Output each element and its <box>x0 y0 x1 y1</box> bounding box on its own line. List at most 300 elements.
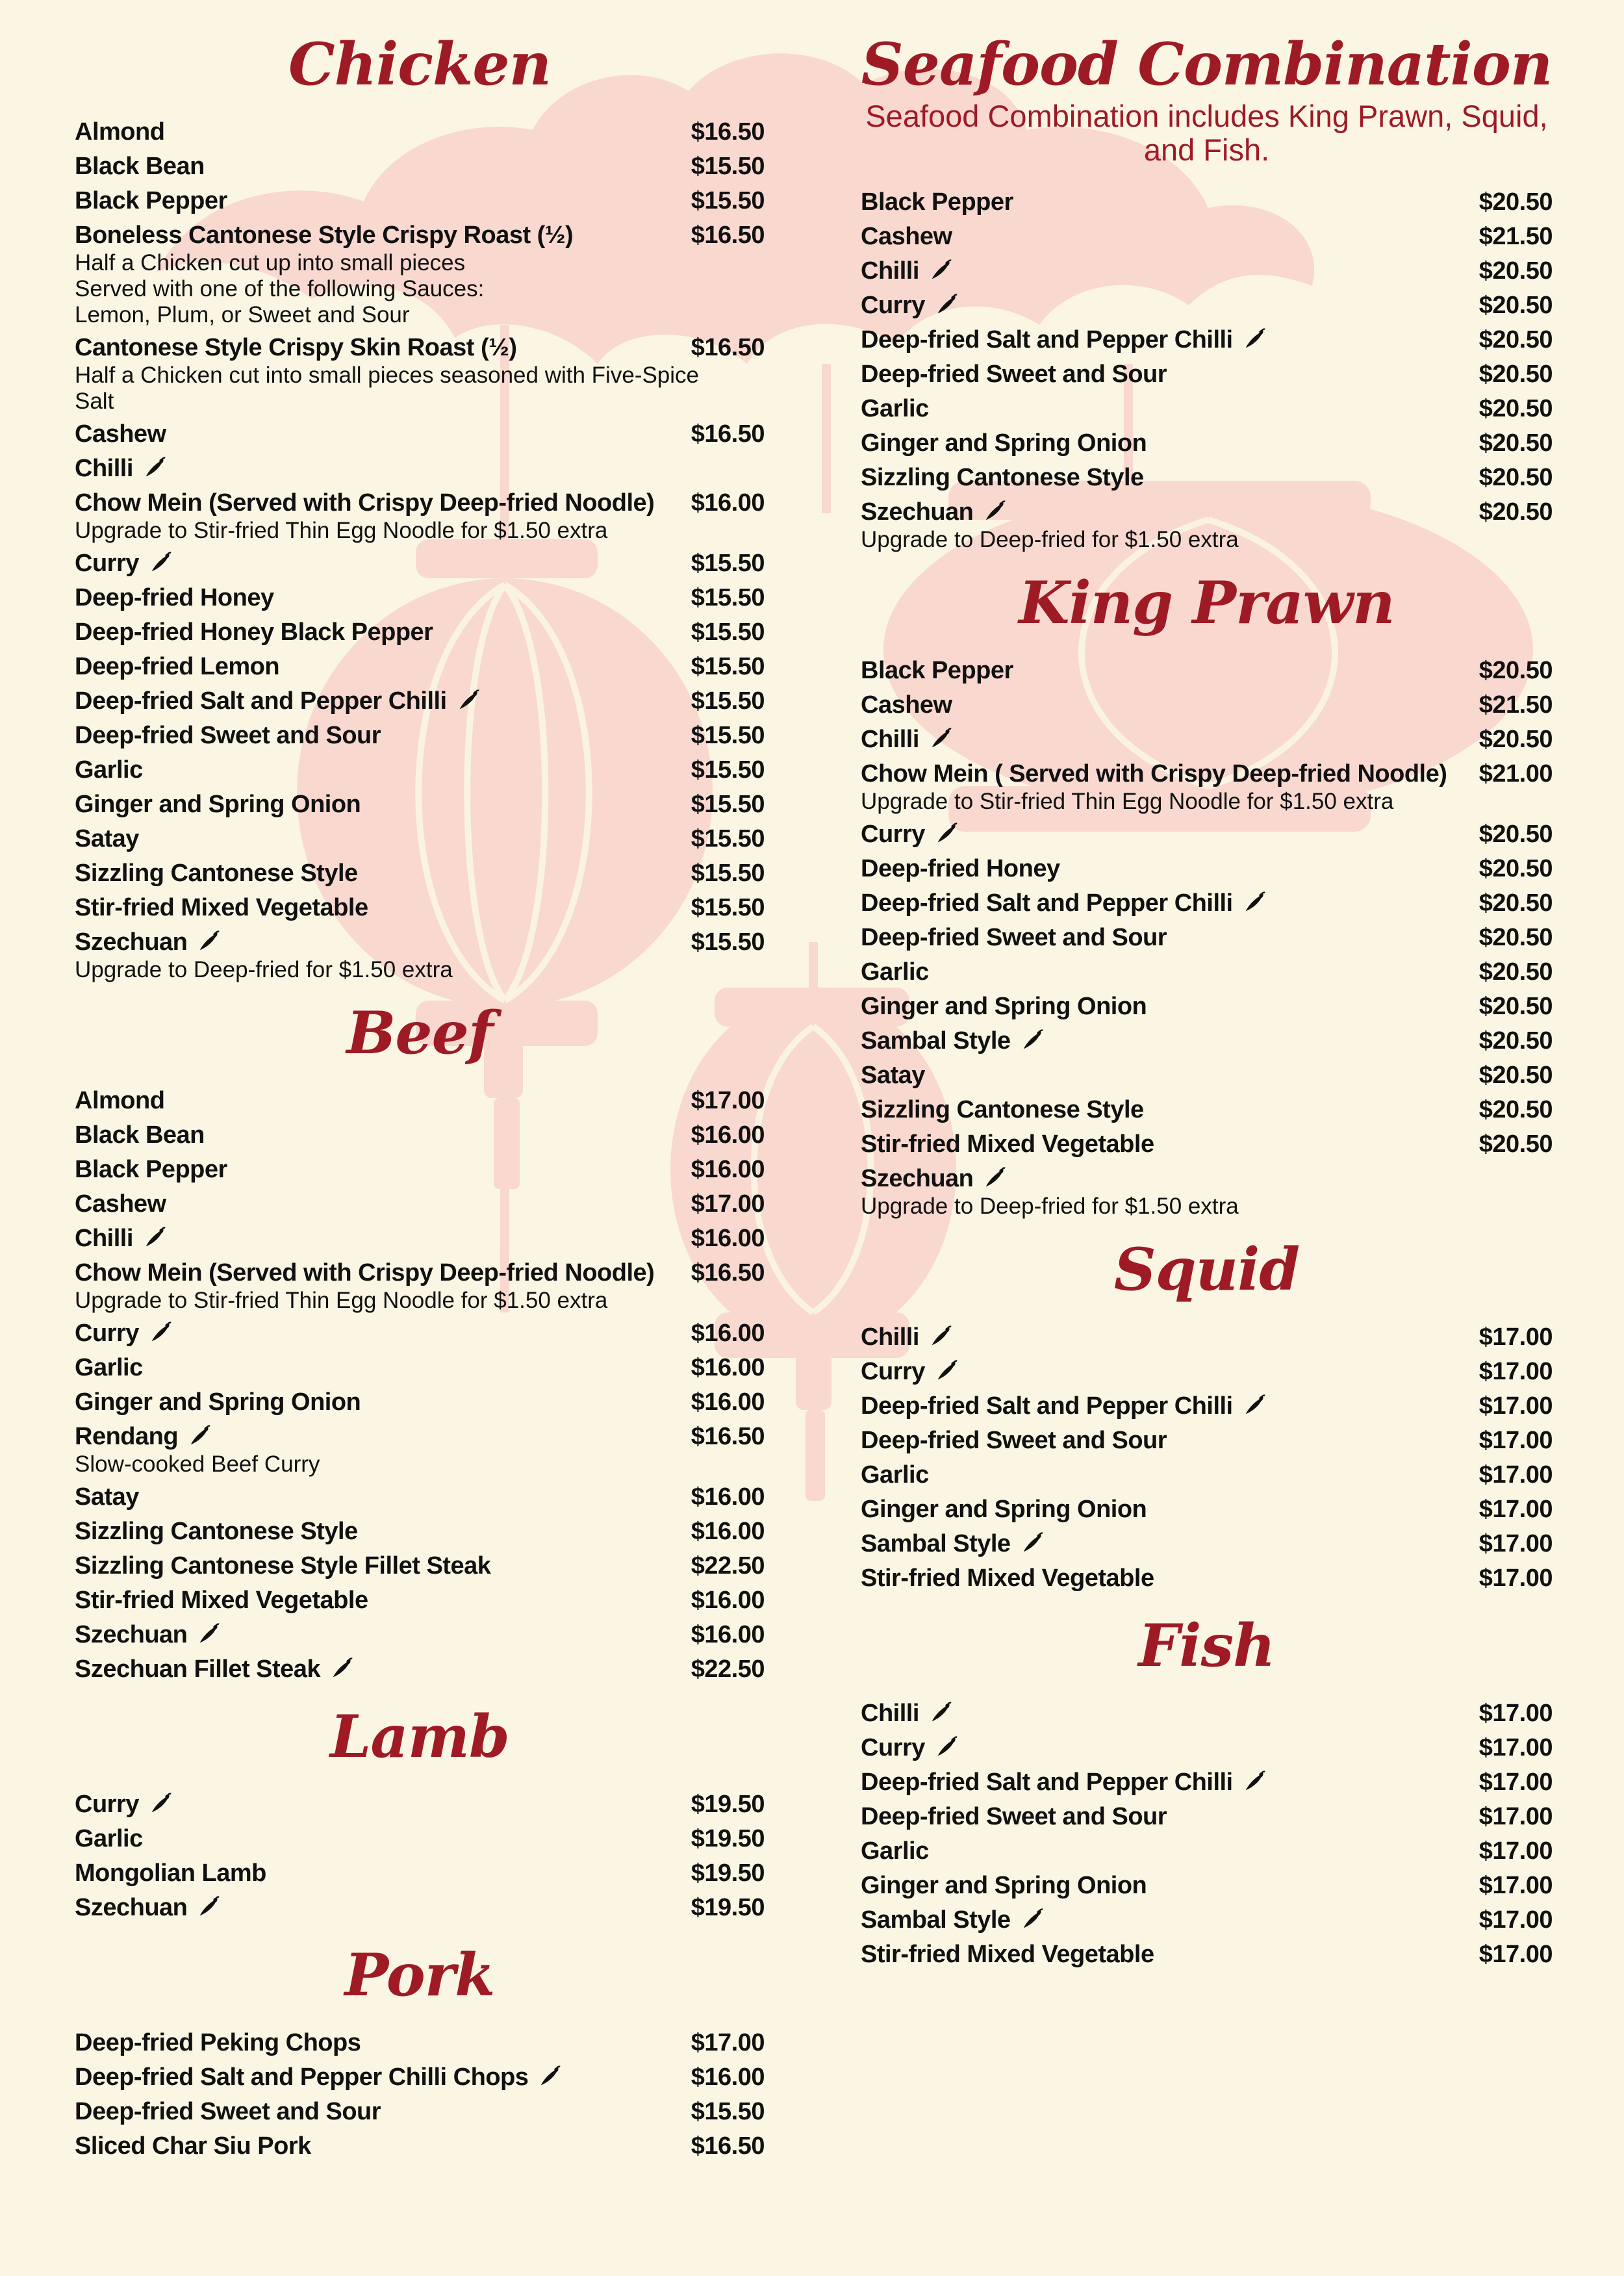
menu-item-name: Deep-fried Salt and Pepper Chilli <box>861 889 1233 917</box>
menu-item-list <box>861 1696 1553 1972</box>
menu-item-row <box>75 1652 765 1687</box>
chili-icon <box>934 1359 959 1383</box>
menu-item-name: Chilli <box>75 1225 133 1252</box>
menu-item-name-wrap <box>75 1420 212 1454</box>
chili-icon <box>1242 890 1267 915</box>
menu-item-name-wrap <box>75 1652 354 1687</box>
menu-item-description: Half a Chicken cut up into small pieces <box>75 250 466 275</box>
menu-item-price: $21.50 <box>1478 223 1553 250</box>
menu-item-name-wrap <box>861 1696 953 1731</box>
menu-item-row <box>75 1420 765 1454</box>
menu-item-row <box>861 357 1553 392</box>
menu-item-name-wrap <box>75 2026 361 2060</box>
menu-item-name: Deep-fried Sweet and Sour <box>75 722 381 749</box>
menu-item-name: Black Pepper <box>861 657 1013 684</box>
menu-item-description: Upgrade to Deep-fried for $1.50 extra <box>861 527 1239 552</box>
menu-item <box>75 1118 765 1153</box>
menu-item-row <box>75 1822 765 1856</box>
menu-item-name-wrap <box>861 1355 959 1389</box>
menu-item-name-wrap <box>75 684 481 719</box>
menu-item-name-wrap <box>75 184 227 218</box>
menu-item-price: $20.50 <box>1478 326 1553 353</box>
menu-item-name-wrap <box>75 218 573 253</box>
menu-item-name-wrap <box>861 688 952 722</box>
menu-item-name-wrap <box>861 1458 929 1492</box>
menu-item-row <box>75 417 765 452</box>
menu-item-name: Deep-fried Salt and Pepper Chilli <box>861 1392 1233 1420</box>
chili-icon <box>196 929 221 954</box>
menu-item-name: Garlic <box>75 1825 143 1852</box>
menu-item-price: $17.00 <box>691 1190 765 1218</box>
menu-item-name-wrap <box>861 288 959 323</box>
menu-item-name-wrap <box>75 2060 562 2095</box>
menu-item-name: Ginger and Spring Onion <box>861 429 1147 457</box>
menu-item-name: Szechuan <box>861 1165 974 1192</box>
menu-item-name-wrap <box>861 1492 1147 1527</box>
chili-icon <box>142 1225 167 1250</box>
menu-item-name: Curry <box>75 1320 139 1347</box>
menu-item-name: Sizzling Cantonese Style <box>861 1096 1144 1123</box>
section-pork <box>75 1943 765 2164</box>
menu-item-name: Garlic <box>861 1837 929 1865</box>
menu-item-name: Deep-fried Sweet and Sour <box>861 1427 1167 1454</box>
menu-item-row <box>861 323 1553 357</box>
menu-item-row <box>861 1058 1553 1093</box>
menu-item-list <box>75 115 765 983</box>
menu-item <box>75 719 765 753</box>
menu-item-name-wrap <box>861 817 959 852</box>
menu-item-name-wrap <box>861 220 952 254</box>
menu-item-row <box>75 891 765 925</box>
menu-item-row <box>75 2026 765 2060</box>
menu-item <box>75 2129 765 2164</box>
menu-item-price: $15.50 <box>691 550 765 577</box>
menu-item <box>75 753 765 787</box>
menu-item-name-wrap <box>861 1093 1144 1127</box>
chili-icon <box>934 821 959 846</box>
menu-item-name: Chow Mein (Served with Crispy Deep-fried Noodle) <box>75 489 655 517</box>
menu-item-name: Curry <box>75 1791 139 1818</box>
menu-item-row <box>861 1731 1553 1765</box>
section-squid <box>861 1235 1553 1596</box>
menu-item-row <box>75 1618 765 1652</box>
menu-item-price: $17.00 <box>1478 1769 1553 1796</box>
menu-item-name-wrap <box>75 1118 205 1153</box>
menu-item-price: $17.00 <box>1478 1427 1553 1454</box>
menu-item <box>861 1800 1553 1834</box>
section-heading: Lamb <box>330 1702 509 1771</box>
menu-item-price: $15.50 <box>691 860 765 887</box>
menu-item-name-wrap <box>75 1385 361 1420</box>
menu-item-price: $16.50 <box>691 334 765 361</box>
menu-item-name-wrap <box>75 1583 368 1618</box>
menu-item-row <box>861 185 1553 220</box>
menu-item-price: $20.50 <box>1478 429 1553 457</box>
menu-item-name-wrap <box>861 495 1007 530</box>
chili-icon <box>329 1656 354 1681</box>
menu-item-price: $20.50 <box>1478 1096 1553 1123</box>
menu-item-name-wrap <box>75 719 381 753</box>
menu-item-price: $22.50 <box>691 1552 765 1579</box>
menu-item-name: Deep-fried Sweet and Sour <box>861 924 1167 951</box>
chili-icon <box>1020 1028 1045 1053</box>
menu-item-name: Sambal Style <box>861 1027 1011 1055</box>
menu-item <box>861 1458 1553 1492</box>
menu-item-name: Szechuan <box>861 498 974 526</box>
menu-item <box>861 254 1553 288</box>
menu-item <box>861 722 1553 757</box>
menu-item-price: $17.00 <box>1478 1358 1553 1385</box>
menu-item-name: Satay <box>861 1062 925 1089</box>
menu-item-name-wrap <box>861 852 1060 886</box>
menu-item-name: Deep-fried Salt and Pepper Chilli Chops <box>75 2064 529 2091</box>
menu-item-name: Stir-fried Mixed Vegetable <box>861 1941 1154 1968</box>
chili-icon <box>1242 327 1267 352</box>
menu-item-price: $16.00 <box>691 1518 765 1545</box>
chili-icon <box>142 455 167 480</box>
menu-item-row <box>861 1355 1553 1389</box>
menu-item-row <box>861 1093 1553 1127</box>
menu-item-name-wrap <box>75 787 361 822</box>
menu-item-name-wrap <box>861 1561 1154 1596</box>
menu-item-name-wrap <box>75 115 164 149</box>
menu-item-name: Cashew <box>75 1190 166 1218</box>
chili-icon <box>1242 1769 1267 1794</box>
menu-item <box>75 1385 765 1420</box>
menu-item-name: Deep-fried Honey <box>861 855 1060 882</box>
chili-icon <box>928 726 953 751</box>
menu-item-name: Curry <box>861 821 925 848</box>
menu-item-list <box>861 185 1553 553</box>
menu-item-price: $17.00 <box>1478 1700 1553 1727</box>
menu-item-name-wrap <box>861 426 1147 461</box>
menu-item-row <box>75 615 765 650</box>
menu-item-price: $20.50 <box>1478 993 1553 1020</box>
menu-item-row <box>861 495 1553 530</box>
section-king-prawn <box>861 571 1553 1220</box>
menu-item-name-wrap <box>75 1891 221 1925</box>
menu-item-list <box>75 1084 765 1687</box>
menu-item-row <box>75 149 765 184</box>
menu-item-row <box>75 1480 765 1515</box>
menu-item-row <box>861 1800 1553 1834</box>
menu-item-name-wrap <box>861 1765 1267 1800</box>
menu-item-name: Black Bean <box>75 1121 205 1149</box>
menu-item-price: $20.50 <box>1478 498 1553 526</box>
section-subheading: Seafood Combination includes King Prawn, Squid, and Fish. <box>865 99 1548 167</box>
menu-item-name: Curry <box>861 1734 925 1761</box>
menu-item-row <box>861 722 1553 757</box>
menu-item-name: Deep-fried Salt and Pepper Chilli <box>861 1769 1233 1796</box>
section-lamb <box>75 1702 765 1925</box>
menu-item-name-wrap <box>75 891 368 925</box>
menu-item-name: Szechuan <box>75 928 188 956</box>
section-heading: Seafood Combination <box>861 30 1553 99</box>
menu-item-name: Chilli <box>861 1323 919 1351</box>
chili-icon <box>1242 1393 1267 1418</box>
menu-item-price: $15.50 <box>691 619 765 646</box>
menu-item-name-wrap <box>75 615 433 650</box>
menu-item <box>861 323 1553 357</box>
menu-item-price: $17.00 <box>1478 1323 1553 1351</box>
menu-item-description: Served with one of the following Sauces: <box>75 276 485 301</box>
menu-item <box>75 1480 765 1515</box>
menu-item-name-wrap <box>861 955 929 990</box>
menu-item-row <box>75 1118 765 1153</box>
menu-item-price: $16.50 <box>691 222 765 249</box>
menu-item-name: Chilli <box>861 726 919 753</box>
menu-item-list <box>861 654 1553 1220</box>
menu-item-description: Lemon, Plum, or Sweet and Sour <box>75 302 410 327</box>
menu-item-name: Stir-fried Mixed Vegetable <box>75 894 368 921</box>
menu-item-name-wrap <box>75 581 274 615</box>
menu-item <box>861 1527 1553 1561</box>
menu-item-name: Chow Mein ( Served with Crispy Deep-fried Noodle) <box>861 760 1447 787</box>
menu-item-name-wrap <box>861 1731 959 1765</box>
menu-item-row <box>861 757 1553 791</box>
menu-item-row <box>75 1351 765 1385</box>
menu-item <box>861 1731 1553 1765</box>
menu-item <box>75 1351 765 1385</box>
menu-item-name-wrap <box>75 1256 654 1290</box>
menu-item-row <box>75 452 765 486</box>
menu-item-name-wrap <box>75 925 221 960</box>
menu-item-name: Deep-fried Sweet and Sour <box>75 2098 381 2125</box>
menu-item-name-wrap <box>75 1822 143 1856</box>
menu-item-price: $20.50 <box>1478 361 1553 388</box>
menu-item-row <box>861 1127 1553 1162</box>
menu-item-row <box>861 1903 1553 1937</box>
menu-item-name: Almond <box>75 1087 165 1114</box>
menu-item-row <box>861 1424 1553 1458</box>
menu-item <box>861 1320 1553 1355</box>
menu-item-row <box>75 1084 765 1118</box>
menu-item-price: $15.50 <box>691 153 765 180</box>
menu-item <box>861 817 1553 852</box>
menu-item-price: $16.00 <box>691 1156 765 1183</box>
menu-item <box>861 886 1553 921</box>
menu-item-row <box>861 288 1553 323</box>
menu-item-name-wrap <box>75 1618 221 1652</box>
menu-item-row <box>75 218 765 253</box>
menu-item <box>75 650 765 684</box>
menu-item-name: Deep-fried Sweet and Sour <box>861 1803 1167 1830</box>
menu-item-name: Cantonese Style Crispy Skin Roast (½) <box>75 334 517 361</box>
section-heading: Fish <box>1138 1611 1275 1680</box>
menu-item-price: $15.50 <box>691 722 765 749</box>
menu-item-row <box>861 1458 1553 1492</box>
menu-item <box>861 461 1553 495</box>
menu-item-row <box>75 1153 765 1187</box>
menu-item-price: $17.00 <box>1478 1496 1553 1523</box>
menu-item-name: Stir-fried Mixed Vegetable <box>861 1131 1154 1158</box>
menu-item-price: $16.00 <box>691 1388 765 1416</box>
menu-item-row <box>861 817 1553 852</box>
menu-item-price: $16.00 <box>691 1320 765 1347</box>
menu-item-row <box>861 1527 1553 1561</box>
menu-item-description: Slow-cooked Beef Curry <box>75 1451 320 1477</box>
menu-item <box>75 1084 765 1118</box>
menu-item-name-wrap <box>861 1834 929 1869</box>
menu-item-price: $16.50 <box>691 118 765 146</box>
menu-item-row <box>75 2129 765 2164</box>
menu-item-price: $17.00 <box>1478 1872 1553 1899</box>
menu-item-price: $16.00 <box>691 1621 765 1648</box>
menu-item <box>861 990 1553 1024</box>
menu-item-name-wrap <box>75 1549 490 1583</box>
menu-item-price: $17.00 <box>1478 1906 1553 1934</box>
menu-item-name-wrap <box>75 1351 143 1385</box>
menu-item-price: $20.50 <box>1478 1131 1553 1158</box>
chili-icon <box>982 1166 1007 1190</box>
menu-item-name: Cashew <box>861 223 952 250</box>
menu-item-name: Szechuan Fillet Steak <box>75 1656 321 1683</box>
menu-item-price: $19.50 <box>691 1894 765 1921</box>
menu-item-name: Sizzling Cantonese Style <box>75 1518 358 1545</box>
menu-item-name: Deep-fried Salt and Pepper Chilli <box>75 687 447 715</box>
menu-item <box>75 1652 765 1687</box>
menu-item-row <box>861 392 1553 426</box>
menu-item-name: Ginger and Spring Onion <box>861 993 1147 1020</box>
menu-item <box>75 1221 765 1256</box>
menu-item-name: Black Pepper <box>75 1156 227 1183</box>
menu-item-name: Garlic <box>75 1354 143 1381</box>
menu-item-name: Ginger and Spring Onion <box>861 1872 1147 1899</box>
menu-item-row <box>75 546 765 581</box>
menu-item <box>75 1822 765 1856</box>
menu-item-name-wrap <box>75 331 516 365</box>
menu-item-name: Szechuan <box>75 1894 188 1921</box>
menu-item-price: $20.50 <box>1478 924 1553 951</box>
menu-item-name: Deep-fried Honey Black Pepper <box>75 619 433 646</box>
menu-item-name: Garlic <box>861 1461 929 1489</box>
menu-item-description: Upgrade to Deep-fried for $1.50 extra <box>861 1194 1239 1219</box>
menu-item-name-wrap <box>861 254 953 288</box>
menu-item <box>75 684 765 719</box>
menu-item-price: $16.50 <box>691 1259 765 1286</box>
menu-item-name-wrap <box>75 856 358 891</box>
menu-item-name: Almond <box>75 118 165 146</box>
menu-item-name: Satay <box>75 825 139 852</box>
menu-item <box>861 288 1553 323</box>
chili-icon <box>456 688 481 713</box>
menu-item-name: Garlic <box>75 756 143 784</box>
section-chicken <box>75 32 765 983</box>
menu-item <box>75 1515 765 1549</box>
menu-item-name-wrap <box>861 461 1144 495</box>
left-column <box>75 32 765 2182</box>
menu-item-name-wrap <box>75 2129 311 2164</box>
menu-item <box>75 822 765 856</box>
menu-item <box>861 1834 1553 1869</box>
menu-item-name-wrap <box>861 654 1013 688</box>
menu-item-name-wrap <box>75 650 279 684</box>
menu-item-row <box>75 115 765 149</box>
section-heading: Squid <box>1113 1235 1300 1304</box>
chili-icon <box>982 499 1007 524</box>
menu-item <box>75 1618 765 1652</box>
menu-item-name: Curry <box>861 1358 925 1385</box>
menu-item <box>861 185 1553 220</box>
menu-item-name-wrap <box>861 1320 953 1355</box>
menu-item-price: $15.50 <box>691 653 765 680</box>
menu-item-name-wrap <box>861 757 1447 791</box>
menu-item-price: $19.50 <box>691 1791 765 1818</box>
menu-item-row <box>75 1187 765 1221</box>
menu-item-name: Deep-fried Sweet and Sour <box>861 361 1167 388</box>
menu-item-name-wrap <box>75 1084 164 1118</box>
menu-item-name-wrap <box>75 1221 167 1256</box>
menu-item-name-wrap <box>861 722 953 757</box>
menu-item-name: Chilli <box>75 455 133 482</box>
menu-item <box>75 1316 765 1351</box>
menu-item-list <box>75 2026 765 2164</box>
menu-item-price: $20.50 <box>1478 657 1553 684</box>
menu-item <box>861 392 1553 426</box>
menu-item-name: Sizzling Cantonese Style Fillet Steak <box>75 1552 491 1579</box>
chili-icon <box>148 1320 173 1345</box>
menu-item-name-wrap <box>861 323 1267 357</box>
menu-item-price: $15.50 <box>691 584 765 611</box>
chili-icon <box>928 1700 953 1725</box>
menu-item-row <box>861 1320 1553 1355</box>
menu-item <box>75 486 765 544</box>
menu-item <box>75 1787 765 1822</box>
menu-item-price: $16.50 <box>691 2132 765 2160</box>
menu-item-row <box>75 184 765 218</box>
menu-item-row <box>861 654 1553 688</box>
menu-item-name-wrap <box>75 1787 173 1822</box>
menu-item-row <box>75 1856 765 1891</box>
menu-item-price: $15.50 <box>691 791 765 818</box>
chili-icon <box>934 1735 959 1759</box>
menu-item-name-wrap <box>861 1903 1045 1937</box>
menu-item <box>861 1492 1553 1527</box>
menu-item <box>861 495 1553 553</box>
chili-icon <box>196 1895 221 1919</box>
menu-item <box>75 787 765 822</box>
menu-item-price: $15.50 <box>691 187 765 214</box>
menu-item <box>75 115 765 149</box>
menu-item <box>861 757 1553 815</box>
menu-item-price: $22.50 <box>691 1656 765 1683</box>
right-column <box>861 32 1553 1990</box>
section-heading: Beef <box>346 999 493 1068</box>
menu-item-price: $20.50 <box>1478 889 1553 917</box>
menu-item-name: Sliced Char Siu Pork <box>75 2132 311 2160</box>
menu-item-row <box>861 1696 1553 1731</box>
menu-item <box>75 184 765 218</box>
chili-icon <box>537 2064 562 2089</box>
menu-item <box>75 581 765 615</box>
menu-item-name-wrap <box>861 1869 1147 1903</box>
menu-item-name-wrap <box>75 822 139 856</box>
menu-item <box>75 1891 765 1925</box>
menu-item <box>75 925 765 983</box>
menu-item <box>861 688 1553 722</box>
menu-item-price: $20.50 <box>1478 855 1553 882</box>
menu-item-name: Sizzling Cantonese Style <box>861 464 1144 491</box>
menu-item-name-wrap <box>861 1162 1007 1196</box>
menu-item-name: Boneless Cantonese Style Crispy Roast (½) <box>75 222 574 249</box>
menu-item-name-wrap <box>861 392 929 426</box>
menu-item-row <box>861 1492 1553 1527</box>
menu-item <box>75 1856 765 1891</box>
menu-item-price: $20.50 <box>1478 257 1553 285</box>
menu-item-row <box>861 1162 1553 1196</box>
menu-item <box>75 2026 765 2060</box>
chili-icon <box>1020 1531 1045 1555</box>
